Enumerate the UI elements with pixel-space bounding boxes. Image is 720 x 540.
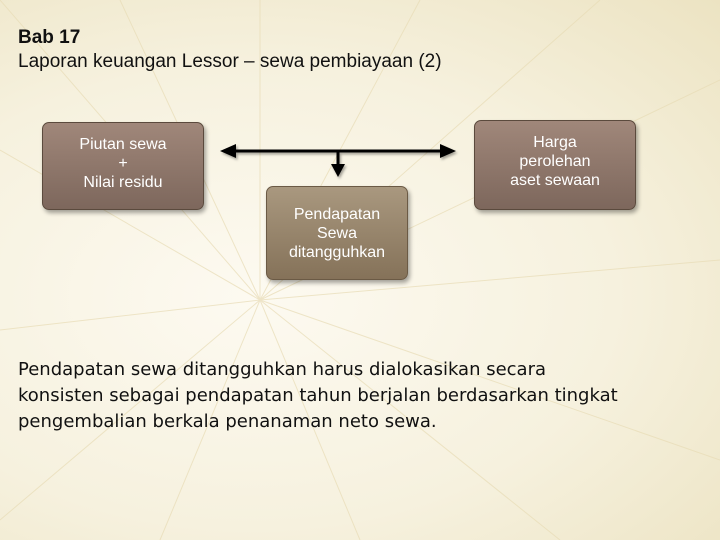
box-harga-line2: perolehan	[519, 153, 591, 170]
slide-title	[18, 26, 442, 74]
box-piutan-line2: +	[118, 155, 128, 172]
box-pendapatan-sewa	[266, 186, 408, 280]
box-harga-line1: Harga	[533, 134, 577, 151]
slide-title-line1: Bab 17	[18, 27, 81, 48]
box-pendapatan-line1: Pendapatan	[293, 205, 381, 223]
box-piutan-line3: Nilai residu	[83, 174, 163, 191]
box-harga-perolehan	[474, 120, 636, 210]
body-paragraph: Pendapatan sewa ditangguhkan harus dialokasikan secara konsisten sebagai pendapatan tahun berjalan berdasarkan tingkat pengembalian berkala penanaman neto sewa.	[18, 359, 618, 432]
slide-title-line2: Laporan keuangan Lessor – sewa pembiayaan (2)	[18, 51, 442, 72]
box-piutan-line1: Piutan sewa	[79, 136, 167, 153]
box-pendapatan-line2: Sewa	[316, 224, 358, 242]
box-pendapatan-line3: ditangguhkan	[288, 243, 386, 261]
box-piutan-sewa	[42, 122, 204, 210]
box-harga-line3: aset sewaan	[510, 172, 600, 189]
